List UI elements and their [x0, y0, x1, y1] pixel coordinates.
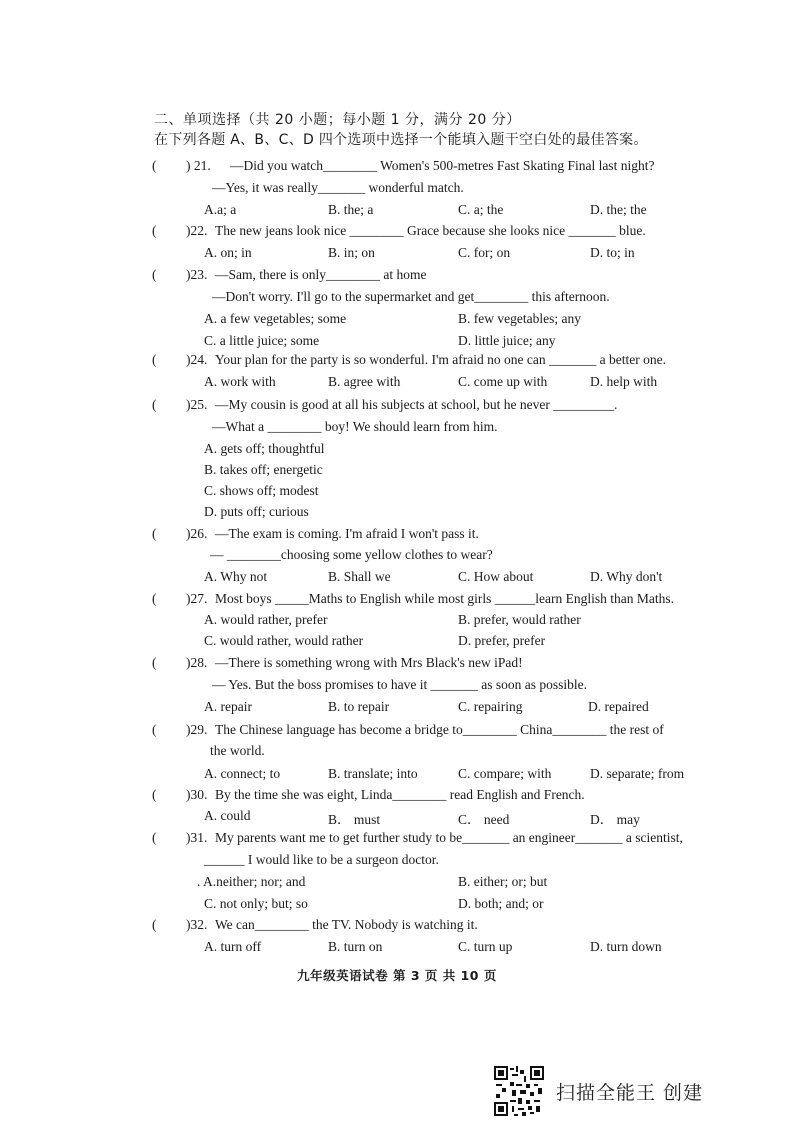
question-number: )30.: [186, 787, 208, 802]
answer-option[interactable]: C. turn up: [458, 939, 513, 954]
page-footer: 九年级英语试卷 第 3 页 共 10 页: [297, 968, 497, 983]
answer-option[interactable]: D. Why don't: [590, 569, 663, 584]
answer-option[interactable]: D. help with: [590, 374, 658, 389]
answer-option[interactable]: D. turn down: [590, 939, 662, 954]
question-number: )23.: [186, 267, 208, 282]
question-stem-line: —Don't worry. I'll go to the supermarket and get________ this afternoon.: [212, 289, 610, 304]
answer-option[interactable]: C． need: [458, 812, 510, 827]
question-stem-line: The new jeans look nice ________ Grace because she looks nice _______ blue.: [215, 223, 646, 238]
answer-option[interactable]: C. a; the: [458, 202, 504, 217]
answer-option[interactable]: B. prefer, would rather: [458, 612, 581, 627]
answer-option[interactable]: C. compare; with: [458, 766, 552, 781]
answer-paren[interactable]: (: [152, 655, 157, 670]
answer-option[interactable]: B. the; a: [328, 202, 374, 217]
question-stem-line: By the time she was eight, Linda________ read English and French.: [215, 787, 585, 802]
scanner-watermark: 扫描全能王 创建: [556, 1082, 704, 1104]
question-stem-line: We can________ the TV. Nobody is watching it.: [215, 917, 478, 932]
answer-option[interactable]: D. to; in: [590, 245, 635, 260]
answer-option[interactable]: A. a few vegetables; some: [204, 311, 347, 326]
answer-option[interactable]: B. few vegetables; any: [458, 311, 581, 326]
answer-paren[interactable]: (: [152, 397, 157, 412]
answer-option[interactable]: C. shows off; modest: [204, 483, 319, 498]
question-number: )27.: [186, 591, 208, 606]
question-stem-line: —What a ________ boy! We should learn from him.: [212, 419, 498, 434]
answer-option[interactable]: D. prefer, prefer: [458, 633, 546, 648]
question-stem-line: —Sam, there is only________ at home: [215, 267, 427, 282]
answer-option[interactable]: C. repairing: [458, 699, 523, 714]
answer-option[interactable]: D. repaired: [588, 699, 649, 714]
question-stem-line: —Yes, it was really_______ wonderful match.: [212, 180, 464, 195]
answer-option[interactable]: A. on; in: [204, 245, 252, 260]
answer-paren[interactable]: (: [152, 787, 157, 802]
question-number: )32.: [186, 917, 208, 932]
answer-option[interactable]: C. a little juice; some: [204, 333, 320, 348]
answer-option[interactable]: A. repair: [204, 699, 252, 714]
answer-paren[interactable]: (: [152, 223, 157, 238]
answer-paren[interactable]: (: [152, 267, 157, 282]
answer-paren[interactable]: (: [152, 526, 157, 541]
qr-code-icon: [494, 1066, 544, 1116]
answer-option[interactable]: A. gets off; thoughtful: [204, 441, 325, 456]
question-stem-line: —Did you watch________ Women's 500-metres Fast Skating Final last night?: [230, 158, 655, 173]
answer-option[interactable]: C. come up with: [458, 374, 548, 389]
question-number: )26.: [186, 526, 208, 541]
answer-option[interactable]: B． must: [328, 812, 381, 827]
answer-option[interactable]: C. for; on: [458, 245, 511, 260]
answer-option[interactable]: D． may: [590, 812, 640, 827]
question-number: )22.: [186, 223, 208, 238]
question-number: )25.: [186, 397, 208, 412]
answer-paren[interactable]: (: [152, 591, 157, 606]
question-number: )29.: [186, 722, 208, 737]
question-stem-line: —There is something wrong with Mrs Black's new iPad!: [215, 655, 523, 670]
answer-option[interactable]: A. Why not: [204, 569, 268, 584]
question-stem-line: —The exam is coming. I'm afraid I won't pass it.: [215, 526, 479, 541]
question-stem-line: —My cousin is good at all his subjects at school, but he never _________.: [215, 397, 618, 412]
answer-option[interactable]: A. would rather, prefer: [204, 612, 328, 627]
answer-option[interactable]: D. separate; from: [590, 766, 685, 781]
answer-paren[interactable]: (: [152, 722, 157, 737]
answer-option[interactable]: A.a; a: [204, 202, 237, 217]
answer-option[interactable]: A. work with: [204, 374, 276, 389]
question-number: )24.: [186, 352, 208, 367]
section-title: 二、单项选择（共 20 小题；每小题 1 分，满分 20 分）: [154, 112, 521, 128]
answer-option[interactable]: A. could: [204, 808, 251, 823]
answer-option[interactable]: . A.neither; nor; and: [197, 874, 306, 889]
question-number: )28.: [186, 655, 208, 670]
question-stem-line: ______ I would like to be a surgeon doctor.: [204, 852, 439, 867]
question-stem-line: The Chinese language has become a bridge to________ China________ the rest of: [215, 722, 664, 737]
answer-option[interactable]: B. agree with: [328, 374, 401, 389]
question-stem-line: the world.: [210, 743, 265, 758]
answer-option[interactable]: A. connect; to: [204, 766, 281, 781]
instruction-text: 在下列各题 A、B、C、D 四个选项中选择一个能填入题干空白处的最佳答案。: [154, 132, 648, 148]
answer-option[interactable]: D. the; the: [590, 202, 647, 217]
answer-option[interactable]: C. not only; but; so: [204, 896, 308, 911]
answer-option[interactable]: B. translate; into: [328, 766, 418, 781]
answer-option[interactable]: B. takes off; energetic: [204, 462, 323, 477]
answer-option[interactable]: C. How about: [458, 569, 534, 584]
question-stem-line: — ________choosing some yellow clothes to wear?: [210, 547, 493, 562]
answer-option[interactable]: B. in; on: [328, 245, 375, 260]
answer-option[interactable]: D. little juice; any: [458, 333, 556, 348]
answer-option[interactable]: C. would rather, would rather: [204, 633, 364, 648]
answer-paren[interactable]: (: [152, 830, 157, 845]
question-number: ) 21.: [186, 158, 211, 173]
answer-option[interactable]: D. puts off; curious: [204, 504, 309, 519]
answer-paren[interactable]: (: [152, 158, 157, 173]
answer-option[interactable]: B. turn on: [328, 939, 383, 954]
question-stem-line: — Yes. But the boss promises to have it _______ as soon as possible.: [212, 677, 588, 692]
question-stem-line: My parents want me to get further study to be_______ an engineer_______ a scientist,: [215, 830, 683, 845]
answer-paren[interactable]: (: [152, 352, 157, 367]
answer-option[interactable]: B. either; or; but: [458, 874, 548, 889]
answer-option[interactable]: D. both; and; or: [458, 896, 544, 911]
question-number: )31.: [186, 830, 208, 845]
answer-option[interactable]: A. turn off: [204, 939, 262, 954]
answer-option[interactable]: B. Shall we: [328, 569, 391, 584]
answer-paren[interactable]: (: [152, 917, 157, 932]
answer-option[interactable]: B. to repair: [328, 699, 390, 714]
question-stem-line: Your plan for the party is so wonderful. I'm afraid no one can _______ a better one.: [215, 352, 666, 367]
question-stem-line: Most boys _____Maths to English while most girls ______learn English than Maths.: [215, 591, 674, 606]
